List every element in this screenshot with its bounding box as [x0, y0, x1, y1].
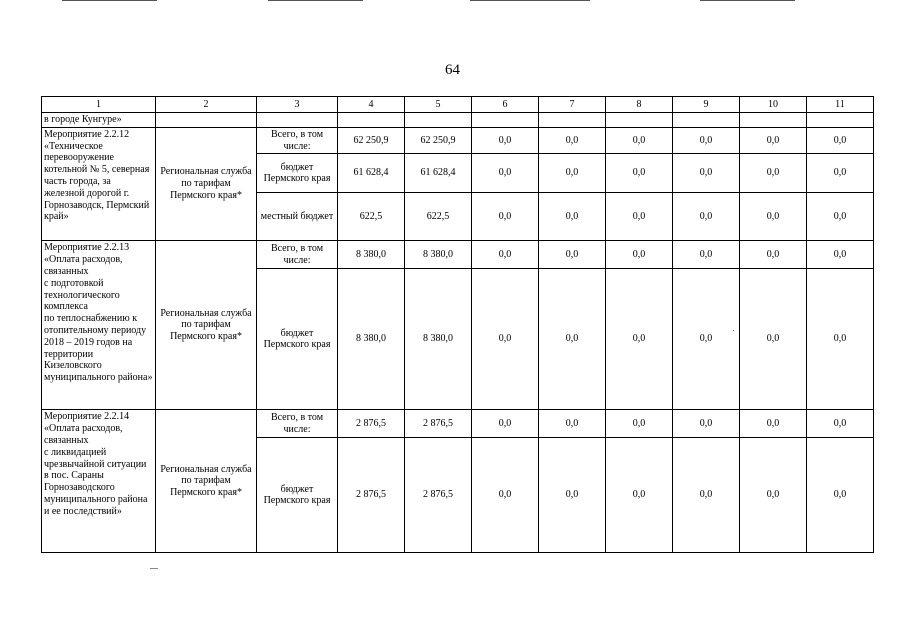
column-header: 5 [405, 97, 472, 113]
amount-cell: 0,0 [539, 241, 606, 269]
empty-cell [405, 113, 472, 128]
amount-cell: 0,0 [472, 269, 539, 410]
amount-cell: 622,5 [338, 193, 405, 241]
amount-cell: 2 876,5 [405, 438, 472, 553]
continuation-row [42, 113, 874, 128]
empty-cell [539, 113, 606, 128]
amount-cell: 0,0 [807, 127, 874, 154]
continuation-text: в городе Кунгуре» [42, 113, 156, 128]
amount-cell: 0,0 [740, 154, 807, 193]
empty-cell [338, 113, 405, 128]
empty-cell [673, 113, 740, 128]
measure-name: Мероприятие 2.2.12 «Техническое перевооружение котельной № 5, северная часть города, за железной дорогой г. Горнозаводск, Пермский край» [42, 127, 156, 241]
empty-cell [472, 113, 539, 128]
amount-cell: 0,0 [472, 241, 539, 269]
amount-cell: 0,0 [472, 410, 539, 438]
amount-cell: 0,0 [472, 438, 539, 553]
scan-top-line [700, 0, 795, 1]
column-header: 3 [257, 97, 338, 113]
table-row [42, 410, 874, 438]
scan-top-line [62, 0, 157, 1]
column-header: 8 [606, 97, 673, 113]
amount-cell: 62 250,9 [405, 127, 472, 154]
empty-cell [156, 113, 257, 128]
funding-source: Всего, в том числе: [257, 127, 338, 154]
executor-name: Региональная служба по тарифам Пермского края* [156, 241, 257, 410]
amount-cell: 2 876,5 [405, 410, 472, 438]
funding-source: бюджет Пермского края [257, 269, 338, 410]
column-header: 1 [42, 97, 156, 113]
amount-cell: 0,0 [472, 127, 539, 154]
amount-cell: 0,0 [740, 269, 807, 410]
measure-name: Мероприятие 2.2.13 «Оплата расходов, связанных с подготовкой технологического комплекса по теплоснабжению к отопительному периоду 2018 – 2019 годов на территории Кизеловского муниципального района» [42, 241, 156, 410]
amount-cell: 0,0 [472, 193, 539, 241]
scan-speck [150, 568, 158, 569]
amount-cell: 0,0 [740, 193, 807, 241]
amount-cell: 0,0 [606, 269, 673, 410]
amount-cell: 0,0 [673, 410, 740, 438]
amount-cell: 0,0 [740, 410, 807, 438]
amount-cell: 0,0 [606, 438, 673, 553]
amount-cell: 8 380,0 [338, 269, 405, 410]
amount-cell: 0,0 [606, 154, 673, 193]
amount-cell: 0,0 [539, 269, 606, 410]
executor-name: Региональная служба по тарифам Пермского края* [156, 127, 257, 241]
amount-cell: 0,0 [807, 269, 874, 410]
funding-source: бюджет Пермского края [257, 154, 338, 193]
amount-cell: 2 876,5 [338, 410, 405, 438]
amount-cell: 61 628,4 [405, 154, 472, 193]
amount-cell: 0,0 [539, 193, 606, 241]
table-row [42, 127, 874, 154]
funding-source: Всего, в том числе: [257, 241, 338, 269]
amount-cell: 62 250,9 [338, 127, 405, 154]
column-header-row [42, 97, 874, 113]
amount-cell: 0,0 [740, 127, 807, 154]
scan-top-line [268, 0, 363, 1]
amount-cell: 0,0 [740, 438, 807, 553]
amount-cell: 0,0 [673, 438, 740, 553]
amount-cell: 0,0 [539, 127, 606, 154]
budget-table [41, 96, 874, 553]
empty-cell [740, 113, 807, 128]
amount-cell: 0,0 [807, 438, 874, 553]
amount-cell: 0,0 [472, 154, 539, 193]
amount-cell: 0,0 [807, 241, 874, 269]
column-header: 4 [338, 97, 405, 113]
amount-cell: 0,0 [539, 410, 606, 438]
table-row [42, 241, 874, 269]
scan-speck [733, 330, 734, 331]
funding-source: местный бюджет [257, 193, 338, 241]
amount-cell: 8 380,0 [405, 241, 472, 269]
funding-source: Всего, в том числе: [257, 410, 338, 438]
amount-cell: 61 628,4 [338, 154, 405, 193]
amount-cell: 2 876,5 [338, 438, 405, 553]
amount-cell: 0,0 [606, 193, 673, 241]
scan-top-line [470, 0, 590, 1]
executor-name: Региональная служба по тарифам Пермского края* [156, 410, 257, 553]
amount-cell: 0,0 [606, 241, 673, 269]
amount-cell: 0,0 [539, 154, 606, 193]
amount-cell: 0,0 [539, 438, 606, 553]
amount-cell: 0,0 [673, 269, 740, 410]
column-header: 7 [539, 97, 606, 113]
amount-cell: 0,0 [673, 241, 740, 269]
empty-cell [807, 113, 874, 128]
column-header: 10 [740, 97, 807, 113]
amount-cell: 0,0 [673, 154, 740, 193]
amount-cell: 0,0 [740, 241, 807, 269]
amount-cell: 0,0 [807, 193, 874, 241]
page-number: 64 [445, 62, 460, 78]
amount-cell: 0,0 [606, 127, 673, 154]
column-header: 11 [807, 97, 874, 113]
column-header: 6 [472, 97, 539, 113]
amount-cell: 0,0 [807, 410, 874, 438]
column-header: 2 [156, 97, 257, 113]
measure-name: Мероприятие 2.2.14 «Оплата расходов, связанных с ликвидацией чрезвычайной ситуации в пос. Сараны Горнозаводского муниципального района и ее последствий» [42, 410, 156, 553]
amount-cell: 0,0 [606, 410, 673, 438]
amount-cell: 0,0 [807, 154, 874, 193]
amount-cell: 8 380,0 [338, 241, 405, 269]
empty-cell [257, 113, 338, 128]
amount-cell: 8 380,0 [405, 269, 472, 410]
amount-cell: 0,0 [673, 193, 740, 241]
empty-cell [606, 113, 673, 128]
amount-cell: 622,5 [405, 193, 472, 241]
funding-source: бюджет Пермского края [257, 438, 338, 553]
column-header: 9 [673, 97, 740, 113]
amount-cell: 0,0 [673, 127, 740, 154]
